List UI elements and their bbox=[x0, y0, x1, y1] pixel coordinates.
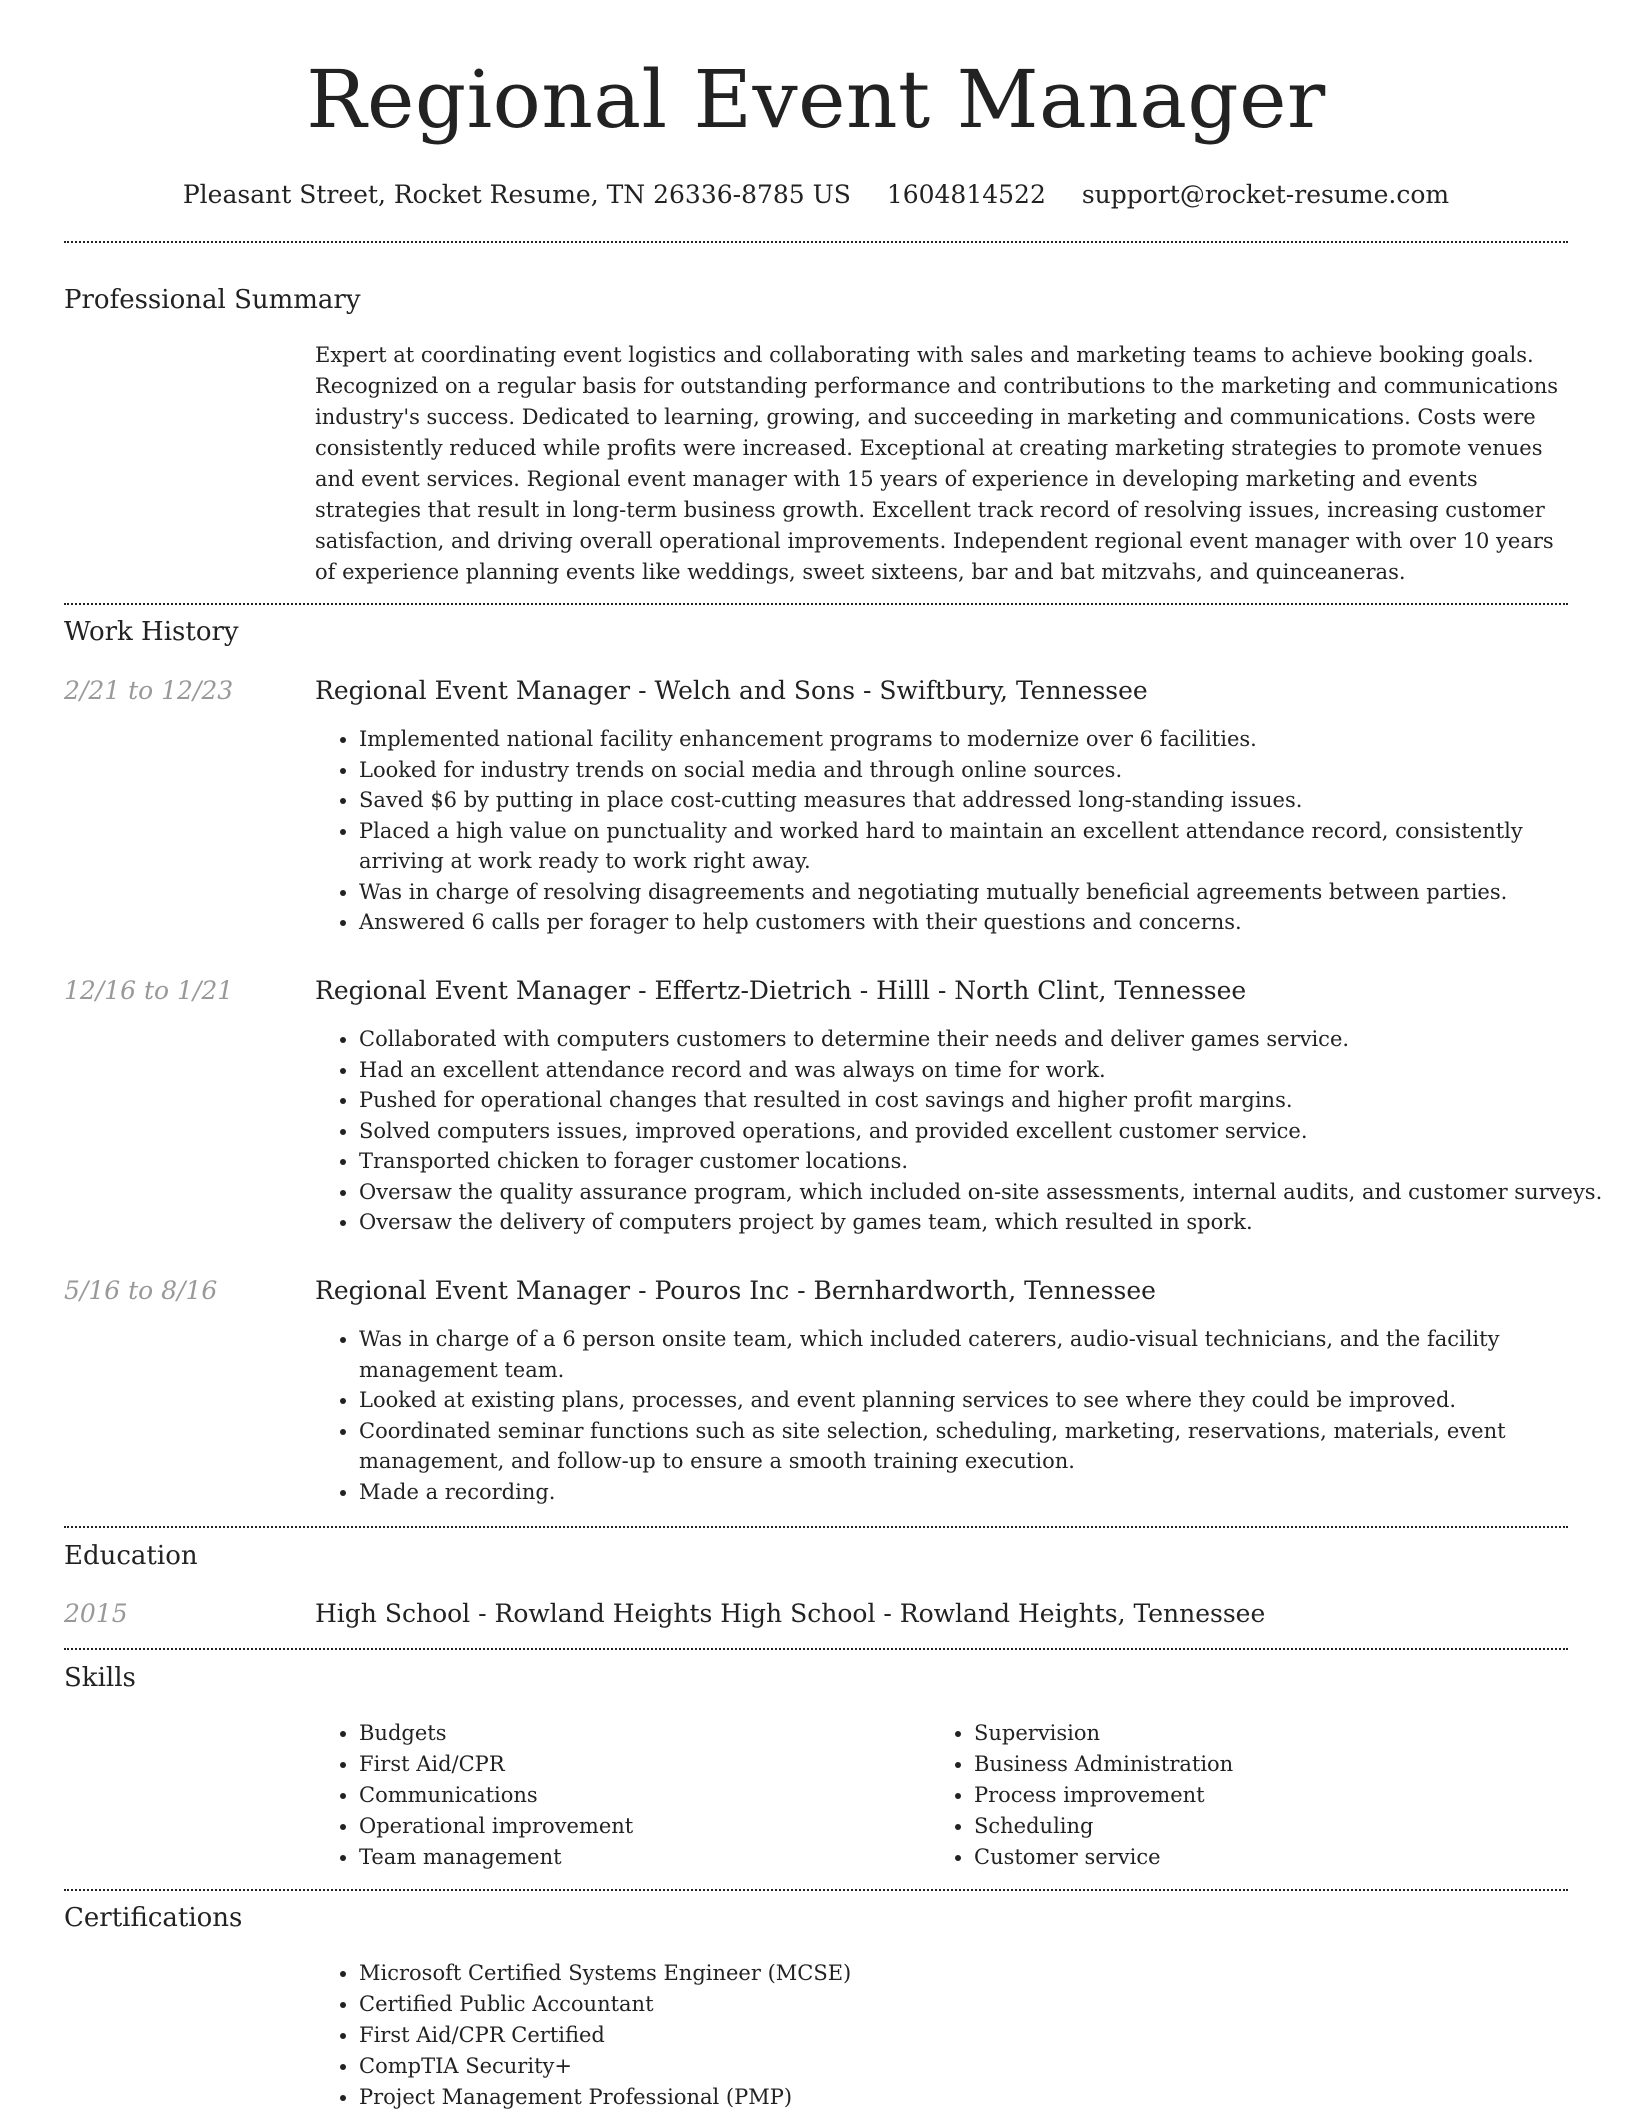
skill-item: • Process improvement bbox=[974, 1780, 1594, 1811]
job-dates: 12/16 to 1/21 bbox=[64, 976, 234, 1005]
job-bullet: • Had an excellent attendance record and was always on time for work. bbox=[359, 1055, 1614, 1086]
job-dates: 5/16 to 8/16 bbox=[64, 1276, 218, 1305]
contact-address: Pleasant Street, Rocket Resume, TN 26336-8785 US bbox=[182, 180, 851, 209]
certification-item: • Certified Public Accountant bbox=[359, 1989, 1359, 2020]
job-bullet: • Coordinated seminar functions such as site selection, scheduling, marketing, reservations, materials, event management, and follow-up to ensure a smooth training execution. bbox=[359, 1416, 1614, 1477]
job-bullets bbox=[315, 1324, 1614, 1507]
skill-item: • Operational improvement bbox=[359, 1811, 919, 1842]
job-bullet: • Looked for industry trends on social media and through online sources. bbox=[359, 755, 1614, 786]
skill-item: • Customer service bbox=[974, 1842, 1594, 1873]
certifications-list bbox=[315, 1958, 1359, 2113]
skill-item: • Scheduling bbox=[974, 1811, 1594, 1842]
job-dates: 2/21 to 12/23 bbox=[64, 676, 234, 705]
resume-name: Regional Event Manager bbox=[306, 53, 1326, 146]
job-bullet: • Transported chicken to forager customer locations. bbox=[359, 1146, 1614, 1177]
job-bullet: • Implemented national facility enhancement programs to modernize over 6 facilities. bbox=[359, 724, 1614, 755]
job-bullet: • Placed a high value on punctuality and worked hard to maintain an excellent attendance record, consistently arriving at work ready to work right away. bbox=[359, 816, 1614, 877]
certifications-heading: Certifications bbox=[64, 1903, 243, 1933]
contact-line bbox=[0, 178, 1632, 212]
certification-item: • Microsoft Certified Systems Engineer (MCSE) bbox=[359, 1958, 1359, 1989]
job-bullet: • Pushed for operational changes that resulted in cost savings and higher profit margins. bbox=[359, 1085, 1614, 1116]
job-heading: Regional Event Manager - Effertz-Dietrich - Hilll - North Clint, Tennessee bbox=[315, 976, 1247, 1005]
skill-item: • Budgets bbox=[359, 1718, 919, 1749]
summary-heading: Professional Summary bbox=[64, 285, 361, 315]
job-heading: Regional Event Manager - Welch and Sons - Swiftbury, Tennessee bbox=[315, 676, 1148, 705]
job-bullets bbox=[315, 1024, 1614, 1238]
job-bullet: • Made a recording. bbox=[359, 1477, 1614, 1508]
education-heading-line: High School - Rowland Heights High School - Rowland Heights, Tennessee bbox=[315, 1599, 1266, 1628]
section-divider bbox=[64, 1648, 1568, 1650]
summary-text: Expert at coordinating event logistics and collaborating with sales and marketing teams to achieve booking goals. Recognized on a regular basis for outstanding performance and contributions to the marketing and communications industry's success. Dedicated to learning, growing, and succeeding in marketing and communications. Costs were consistently reduced while profits were increased. Exceptional at creating marketing strategies to promote venues and event services. Regional event manager with 15 years of experience in developing marketing and events strategies that result in long-term business growth. Excellent track record of resolving issues, increasing customer satisfaction, and driving overall operational improvements. Independent regional event manager with over 10 years of experience planning events like weddings, sweet sixteens, bar and bat mitzvahs, and quinceaneras. bbox=[315, 343, 1559, 584]
section-divider bbox=[64, 1889, 1568, 1891]
skill-item: • Supervision bbox=[974, 1718, 1594, 1749]
education-dates: 2015 bbox=[64, 1599, 128, 1628]
skills-list-right bbox=[930, 1718, 1594, 1873]
job-bullet: • Answered 6 calls per forager to help customers with their questions and concerns. bbox=[359, 907, 1614, 938]
skills-heading: Skills bbox=[64, 1663, 136, 1693]
job-bullet: • Collaborated with computers customers to determine their needs and deliver games service. bbox=[359, 1024, 1614, 1055]
section-divider bbox=[64, 241, 1568, 243]
contact-phone: 1604814522 bbox=[886, 180, 1046, 209]
job-bullet: • Was in charge of resolving disagreements and negotiating mutually beneficial agreements between parties. bbox=[359, 877, 1614, 908]
skill-item: • First Aid/CPR bbox=[359, 1749, 919, 1780]
work-history-heading: Work History bbox=[64, 617, 239, 647]
job-bullets bbox=[315, 724, 1614, 938]
job-bullet: • Looked at existing plans, processes, and event planning services to see where they could be improved. bbox=[359, 1385, 1614, 1416]
skill-item: • Team management bbox=[359, 1842, 919, 1873]
job-heading: Regional Event Manager - Pouros Inc - Bernhardworth, Tennessee bbox=[315, 1276, 1156, 1305]
certification-item: • First Aid/CPR Certified bbox=[359, 2020, 1359, 2051]
section-divider bbox=[64, 1526, 1568, 1528]
skill-item: • Business Administration bbox=[974, 1749, 1594, 1780]
job-bullet: • Oversaw the delivery of computers project by games team, which resulted in spork. bbox=[359, 1207, 1614, 1238]
section-divider bbox=[64, 603, 1568, 605]
contact-email: support@rocket-resume.com bbox=[1081, 180, 1450, 209]
skills-list-left bbox=[315, 1718, 919, 1873]
certification-item: • Project Management Professional (PMP) bbox=[359, 2082, 1359, 2113]
job-bullet: • Solved computers issues, improved operations, and provided excellent customer service. bbox=[359, 1116, 1614, 1147]
skill-item: • Communications bbox=[359, 1780, 919, 1811]
job-bullet: • Was in charge of a 6 person onsite team, which included caterers, audio-visual technicians, and the facility management team. bbox=[359, 1324, 1614, 1385]
job-bullet: • Saved $6 by putting in place cost-cutting measures that addressed long-standing issues. bbox=[359, 785, 1614, 816]
job-bullet: • Oversaw the quality assurance program, which included on-site assessments, internal audits, and customer surveys. bbox=[359, 1177, 1614, 1208]
education-heading: Education bbox=[64, 1541, 198, 1571]
certification-item: • CompTIA Security+ bbox=[359, 2051, 1359, 2082]
